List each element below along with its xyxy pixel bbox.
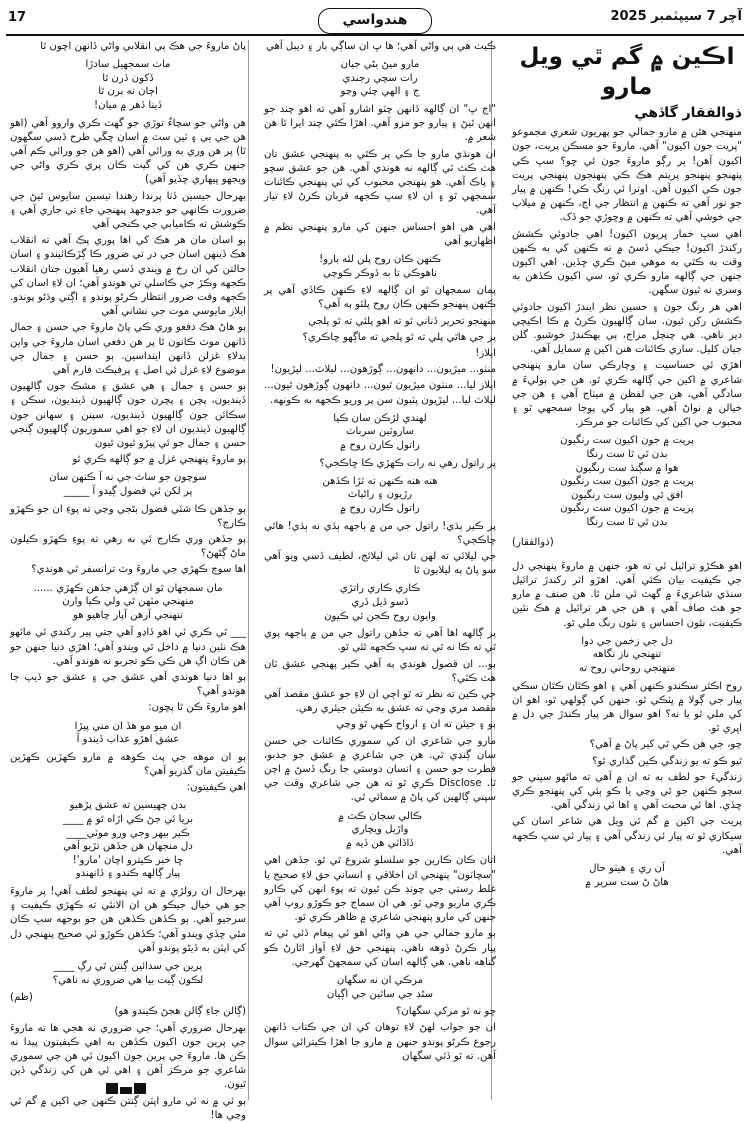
end-mark-block [106,1083,118,1094]
paragraph: منٺو... ميڙيون... دانهون... ڳوڙهون... ليلاٽ... ليڙيون! [270,364,496,376]
verse-line: اڄان نه ٻرن ٿا [98,86,158,98]
paragraph: پمان سمجهان ٿو ان ڳالهه لاءِ ڪنهن ڪاڏي آهي پر ڪنهن پنهنجو ڪنهن ڪان روح پلئو ٻه آهي؟ [264,285,496,311]
paragraph: ٻو جڏهن ڪا شئي فضول بڻجي وڃي ته پوءِ ان جو ڪهڙو ڪارج؟ [10,503,246,529]
verse-line: راتول ڪارن روح ۾ [340,503,420,514]
verse-line: مرڪي ان نه سگهان [336,975,424,987]
paragraph: ان جو جواب لهڻ لاءِ توهان کي ان جي ڪتاب ڏانهن رجوع ڪرڻو پوندو جنهن ۾ مارو جا اهڙا ڪيترائي سوال آهن. ته ٿو ڏئي سگهان [264,1022,496,1062]
verse-line: وايون روح ڪجن ئي ڪيون [324,610,436,622]
paragraph: اها سوچ ڪهڙي جي ماروءَ وٽ ترانسفر ٿي هوندي؟ [31,564,246,576]
issue-date: آچر 7 سيپٽمبر 2025 [610,9,742,24]
column-divider [248,40,249,1100]
paragraph: پر ڪير ٻڌي! راتول جي من ۾ ٻاجهه ٻڌي نه ٻڌي! هاٿي چاڪجي؟ [264,520,496,546]
poem-signoff: (ظم) [10,992,33,1004]
masthead-logo: هندواسي [318,8,432,34]
paragraph: پر ڳالهه اها آهي ته جڏهن راتول جي من ۾ ٻاجهه پوي ٿي ته ڪا نه ٿي ته سڀ ڪجهه ٿئي ٿو. [264,628,496,654]
verse-line: هاڻ ڻ ست سرير ۾ [585,876,669,888]
verse-line: ج ۽ الهي چئي وڃو [340,86,420,98]
end-mark-block [120,1087,132,1094]
paragraph: ٻو ئي ۾ نه ئي مارو اپٽن ڳنتن ڪنهن جي اکين ۾ گم ٿي وڃي ها! [10,1095,246,1121]
paragraph: پر راتول رهي نه رات ڪهڙي ڪا ڇاڪجي؟ [319,457,496,469]
paragraph: منهنجي هٿن ۾ مارو جمالي جو پهريون شعري مجموعو "پريت جون اکيون" آهي. ماروءَ جو مسڪن پريت، جون اکيون آهن! ٻر رڳو ماروءَ جون ئي ڇو؟ سڀ ڪي پنهنجو پنهنجو پريتم هڪ ڪي پنهنجون پنهنجي پريت جون ڪي اکيون آهن. اوترا ئي رنگ ڪي! ڪنهن ۾ پيار جو نور آهي ته ڪنهن ۾ انتظار جي اڃ، ڪنهن ۾ ميلاپ جي خوشي آهي ته ڪنهن ۾ وڇوڙي جو ڏک. [512,127,742,224]
paragraph: ٿيو ڪو ته يو زندگي ڪين گذاري ٿو؟ [592,755,742,767]
verse-line: ڇا خبر ڪيترو اچان 'مارو'! [72,854,184,866]
poem-verse [10,471,246,498]
verse-line: مارو ميڻ بڻي جيان [340,59,420,71]
poem-verse [10,58,246,112]
poem-verse [10,960,246,987]
paragraph: روح اڪثر سڪندو ڪنهن آهي ۽ اهو ڪٿان ڪٿان سڪي پيار جي ڳولا ۾ ڀٽڪي ٿو. جنهن کي ڳولهي ٿو، اهو ان کي ملي ٿو يا نه؟ اهو سوال هر پيار ڪندڙ جي دل ۾ اڀري ٿو. [512,680,742,735]
verse-line: آن ري ۽ هيٺو حال [589,863,665,875]
paragraph: مارو جي شاعري ان کي سموري ڪائنات جي حسن سان ڳنڍي ٿي. هن جي شاعري ۾ عشق جو جذبو، فطرت جو حسن ۽ انسان دوستي جا رنگ ڏسڻ ۾ اچن ٿا. Disclose ڪري ٿو ته هن جي شاعري وقت جي سڀني ڳالهين کي پاڻ ۾ سمائي ٿي. [264,735,496,804]
page-header [0,0,750,34]
article-column-left [10,40,246,1121]
paragraph: جي ليلائي ته لهن تان ئي ليلائج، لطيف ڏسي ويو آهي سو پاڻ ٻه ليلايون ٿا [264,551,496,577]
paragraph: ٻو اها دنيا هوندي آهي عشق جي ۽ عشق جو ڏيپ ڄا هوندو آهي؟ [10,672,246,698]
paragraph: بهرحال جيسين ڏٺا پرندا رهندا تيسين سايوس ٿيڻ جي ضرورت ڪانهي جو جدوجهد پنهنجي جاءِ تي جاري آهي ۽ ڪوشش ته ڪاميابي جي ڪنجي آهي [10,190,246,230]
verse-line: سڻڊ جي ساٿين جي اڳيان [326,988,434,1000]
paragraph: پريت جي اکين ۾ گم ٿي ويل هي شاعر اسان کي سيکاري ٿو ته پيار ئي زندگي آهي ۽ پيار ئي سڀ ڪجهه آهي. [512,816,742,856]
paragraph: اهو ماروءَ ڪن ٿا پڇون: [148,702,246,714]
poem-verse [10,582,246,623]
paragraph: ڪيٺ هي ٻي واڻي آهي؛ ها ڀ ان ساڳي بار ۽ ديبل آهي [265,41,496,52]
verse-line: بدن ٿي ٿا ست رنگا [586,449,668,461]
verse-line: هنه هنه ڪنهن ته ٽڙا ڪڏهن [322,475,438,487]
poem-verse [264,974,496,1001]
verse-line: دل منجهان هن جڏهن تڙيو آهي [63,841,193,853]
verse-line: رڙيون ۽ راڻياٽ [347,489,413,501]
article-column-middle [264,40,496,1100]
end-mark-icon [104,1083,146,1097]
verse-line: عشق اهڙو عذاب ڏيندو آ [76,734,180,746]
verse-line: پرين جي سدائين ڳنتن ٿي رڳ ____ [53,961,203,973]
paragraph: جي ڪين ته نظر ته ٿو اڄي ان لاءِ جو عشق مقصد آهي مقصد مري وڃي ته عشق به ڪيئن جيئري رهي. [264,689,496,715]
paragraph: اهي ڪيفيتون: [186,782,246,794]
paragraph: ___ ٿي ڪري ئي اهو ڏاڍو آهي جتي پير رکندي ئي مائهو هڪ نئين دنيا ۾ داخل ٿي ويندو آهي؛ اهڙي دنيا جنهن جو هن ڪان اڳ هن ڪي ڪو تجربو نه هوندو آهي. [10,627,246,667]
verse-line: ڏسو ڏيل ڏري [351,597,409,608]
paragraph: ايلاز! [475,348,496,360]
paragraph: ٻو اسان مان هر هڪ کي اها پوري پڪ آهي ته انقلاب هڪ ڏينهن اسان جي در تي ضرور ڪا ڳڙڪائيندو ۽ اسان حالتن کي ان رخ ۾ ويندي ڏسي رهيا آهيون جتان انقلاب ڪجهه وڪڙ جي ڪاسلي تي هوندو آهي؛ ان لاءِ اسان کي ڪجهه وقت ضرور انتظار ڪرڻو پوندو ۽ اڳتي وڌڻو پوندو. ايلاز مايوسي موت جي نشاني آهي [10,235,246,318]
verse-line: تنهنجي آرهن آپار چاهيو هو [72,609,183,621]
verse-line: منهنجي روحاني روح ته [578,663,676,675]
verse-line: ڪير بيهر وجي ورو موٽي____ [66,827,190,839]
verse-line: تنهنجي ناز نگاهه [592,649,662,661]
poem-verse [264,582,496,623]
verse-line: افق ٿي وليون ست رنگيون [570,489,684,501]
verse-line: مان سمجهان ٿو ان ڳڙهي جڏهن ڪهڙي ...... [33,582,223,594]
verse-line: پريت ۾ جون اکيون ست رنگيون [560,435,694,447]
poem-verse [264,412,496,453]
verse-line: رات سچي رڄندي [342,72,418,84]
paragraph: ٻو ماروءَ پنهنجي غزل ۾ جو ڳالهه ڪري ٿو [72,454,246,466]
poem-verse [512,635,742,676]
verse-line: ان ميو مو هڏ ان مني پيڙا [74,720,182,732]
paragraph: ايلاز ليا... منٺون ميڙيون ٿيون... دانهون ڳوڙهون ٿيون... ليلاٽ ليا... ليڙيون پٽيون سن پر وريو ڪجهه به ڪونهه. [264,380,496,406]
poem-verse [512,862,742,889]
verse-line: سوچون جو ساٿ جي نه آ ڪنهن سان [49,472,207,484]
paragraph: هن واڻي جو سچاءُ توڙي جو گهٽ ڪري واروو آهي (اهو هن جي ٻي ۽ ٽين سٽ ۾ اسان ڇڱي طرح ڏسي سگهون ٿا) پر هن وري ٻه ورائي آهي (اهو هن جو ورائي ڪم آهي جنهن ڪري هن کي گيت ڪان پري ڪري واڻي جي ويجهو ڀيهاري ڇڏيو آهي) [10,117,246,186]
article-author: ذوالفقار گاڏهي [634,105,742,121]
paragraph: اهو هڪڙو ترائيل ئي ته هو، جنهن ۾ ماروءَ پنهنجي دل جي ڪيفيت بيان ڪئي آهي. اهڙو اثر رکندڙ ترائيل سنڌي شاعريءَ ۾ گهٽ ئي ملن ٿا. هن صنف ۾ مارو جو هٿ صاف آهي ۽ هن جي هر ترائيل ۾ هڪ نئين ڪيفيت، نئون احساس ۽ نئون رنگ ملي ٿو. [512,560,742,629]
paragraph: پر جي هاٿي پلي ته ٿو پلجي ته ماڳهو ڇاڪري؟ [302,331,496,343]
paragraph: چو، جي هن ڪي ٿي کير پاڻ ۾ آهي؟ [589,739,742,751]
verse-line: ماٺ سمجهيل سادڙا [85,59,171,71]
verse-line: پيار ڳالهه ڪندو ۽ ڏانهندو [75,868,181,880]
paragraph: زندگيءَ جو لطف به ته ان ۾ آهي ته ماڻهو سڀني جو سچو ڪنهن جو ٿي وڃي يا ڪو ٻئي کي پنهنجو ڪري ڇڏي. اها ئي محبت آهي ۽ اها ئي زندگي آهي. [512,771,742,812]
verse-line: بريا ئي جڻ ڪي اڙاه ٿو ۾ ____ [62,814,194,826]
paragraph: بهرحال ان رولڙي ۾ ته ئي پنهنجو لطف آهي! پر ماروءَ جو هي خيال جيڪو هن ان الانئي ته ڪهڙي ڪيفيت ۽ سرجيو آهي. ٻو ڪڏهن ڪڏهن هن جو بوجهه سڀ ڪان مٿي ڇڏي ويندو آهي؛ ڪڏهن ڪوڙو ئي صحيح پنهنجي دل کي اپٽن به ڏيڻو پوندو آهي [10,886,246,954]
poem-verse [10,720,246,747]
paragraph: ٻو مارو جمالي جي هي واڻي اهو ئي پيغام ڏئي ٿي ته پيار ڪرڻ ڏوهه ناهي. پنهنجي حق لاءِ آواز اٿارڻ ڪو گناهه ناهي. هي ڳالهه اسان کي سمجهڻ گهرجي. [264,928,496,968]
verse-line: هوا ۾ سڳنڌ ست رنگيون [575,462,679,474]
verse-line: ڪاري ڪاري راتڙي [339,583,421,595]
paragraph: اتان ڪان ڪارين جو سلسلو شروع ٿي ٿو. جڏهن اهي "سچاٽون" پنهنجي ان اخلاقي ۽ انساني حق لاءِ صحيح يا غلط رستي جي چونڊ ڪن ٿيون ته پوءِ انهن کي ڪارو ڪري ماريو وڃي ٿو. هي ان سماج جو ڪوڙو روپ آهي جنهن کي مارو پنهنجي شاعري ۾ ظاهر ڪري ٿو. [264,855,496,924]
paragraph: ٻو حسن ۽ جمال ۽ هي عشق ۽ مشڪ جون ڳالهيون ڏينديون، پچن ۽ پچرن جون ڳالهيون ڏينديون، سڪن ۽ سڪائن جون ڳالهيون ڏينديون، سپنن ۽ سهانن جون ڳالهيون ڏينديون ان لاءِ جو اهي سموريون ڳالهيون ڳنجي حسن ۽ جمال جو ئي پيڙو ٿيون ٿيون [10,381,246,450]
paragraph: چو نه ٿو مرکي سگهان؟ [395,1006,496,1018]
paragraph: اهڙي ئي حساسيت ۽ وچارڪي سان مارو پنهنجي شاعري ۾ اکين جي ڳالهه ڪري ٿو. هن جي ٻوليءَ ۾ سادگي آهي، هن جي لفظن ۾ ميٺاج آهي ۽ هن جي خيالن ۾ نواڻ آهي. هو پيار کي پوڄا سمجهي ٿو ۽ محبوب جي اکين کي ڪائنات جو مرڪز. [512,360,742,429]
header-rule [6,34,744,36]
paragraph: ٻو هاڻ هڪ دفعو وري ڪي پاڻ ماروءَ جي حسن ۽ جمال ڏانهن موٽ ڪانون ٿا پر هن دفعي اسان ماروءَ جي واين بدلاءِ غزلن ڏانهن اينداسين. ٻو حسن ۽ جمال جي موضوع لاءِ غزل ئي اصل ۽ پرفيڪٽ فارم آهي [10,322,246,377]
verse-line: پريت ۾ جون اکيون ست رنگيون [560,476,694,488]
poem-verse [264,58,496,99]
paragraph: ٻو... ان قصول هوندي ٻه آهي ڪير پهنجي عشق ٽان هٽ ڪٽي؟ [264,658,496,684]
verse-line: ڪالي سڄان ڪٽ ۾ [338,810,422,822]
poem-verse [10,799,246,881]
paragraph: اهي هر رنگ جون ۽ حسين نظر ايندڙ اکيون جادوئي ڪشش رکن ٿيون. سان ڳالهيون ڪرڻ ۾ ڪا اڪيچي دير ناهي. هي چنچل مزاج، ٻي ٻهڪندڙ خوشبو. گلن جيان کليل. ساري ڪائنات هنن اکين ۾ سمايل آهي. [512,301,742,356]
verse-line: لڪون ڳيت بيا هي ضروري نه ناهي؟ [52,974,204,986]
poem-signoff: (ذوالفقار) [512,536,554,548]
poem-verse [512,434,742,529]
verse-line: منهنجي مٽهن ٿي ولي ڪيا وارن [62,596,194,608]
verse-line: راتول ڪارن روح ۾ [340,440,420,452]
verse-line: پر لکن ئي فضول ڳيدو آ _____ [63,486,193,498]
verse-line: دل جي زخمن جي دوا [581,635,673,647]
paragraph: ٻو جڏهن وري ڪارج ئي نه رهي ته پوءِ ڪهڙو ڪيلون ماڻ ڳڻهڻ؟ [10,534,246,560]
page-number: 17 [8,10,27,25]
end-mark-block [134,1083,146,1094]
paragraph: پاڻ ماروءَ جي هڪ ٻي انقلابي واڻي ڏانهن اچون ٿا [40,41,246,52]
article-title: اڪين ۾ گم ٿي ويل مارو [519,44,735,100]
verse-line: بدن ٿي ٿا ست رنگا [586,517,668,529]
verse-line: ڪنهن ڪان روح پلن لئه بارو! [319,254,441,266]
poem-verse [264,253,496,280]
verse-line: ڏکون ڏرن ٿا [102,72,154,84]
paragraph: "اڄ ڀ" ان ڳالهه ڏانهن چٽو اشارو آهي ته اهو چند جو انهن ٿيڻ ۽ پيارو جو مزو آهي. اهڙا ڪئي چند ايرا ٿا هن شعر ۾. [264,103,496,144]
paragraph: (ڳالن جاءِ ڳالن هجڻ ڪيندو هو) [114,1006,246,1018]
verse-line: واڙيل ويچاري [351,824,409,836]
paragraph: اهي سڀ خمار ڀريون اکيون! اهي جادوئي ڪشش رکندڙ اکيون! جيڪي ڏسڻ ۾ ته ڪنهن کي به ڪنهن وقت به ڪٿي به موهي ميڻ ڪري ڇڏين. اهي اکيون جنهن جي ڳالهه مارو ڪري ٿو، سي اکيون ڪڏهن به وسري نه ٿيون سگهن. [512,228,742,297]
verse-line: لهندي لڙڪن سان ڪيا [333,412,427,424]
poem-verse [264,475,496,516]
paragraph: بهرحال ضروري آهي؛ جي ضروري نه هجي ها ته ماروءَ جي پرين جون اکيون ڪڏهن به اهي ڪيفيتون پيدا نه ڪن ها. ماروءَ جي پرين جون اکيون ئي هن جي سموري شاعري جو مرڪز آهن ۽ اهي ئي هن کي زندگي ڏين ٿيون. [10,1022,246,1091]
verse-line: ساروٽين سرباٽ [345,426,415,438]
paragraph: ان هونڌي مارو جا ڪي پر ڪٿي به پنهنجي عشق تان هٽ ڪٿ ٿي ڳالهه نه هوندي آهي. هن جو عشق سچو ۽ پاڪ آهي. هو پنهنجي محبوب کي ئي پنهنجي ڪائنات سمجهي ٿو ۽ ان لاءِ سڀ ڪجهه قربان ڪرڻ لاءِ تيار آهي. [264,148,496,217]
verse-line: بدن چهيسين ته عشق پڙهيو [69,800,187,812]
poem-verse [264,810,496,851]
verse-line: ڏينا ڏهر ۾ ميان! [94,99,162,111]
paragraph: ٻو ۽ جيئن ته ان ۽ ارواح ڪهي ٿو وڃي [336,719,496,731]
verse-line: ڏاڏاٽي هن ڏيه ۾ [346,837,414,849]
verse-line: ناهوڪي تا به ڏوڪر ڪوچي [323,267,437,279]
verse-line: پريت ۾ جون اکيون ست رنگيون [560,503,694,515]
paragraph: ٻو ان موهه جي پٺ ڪوهه ۾ مارو ڪهڙين ڪهڙين ڪيفيتن مان گذريو آهي؟ [10,751,246,778]
paragraph: منهنجو تحرير ڏناني ٿو ته اهو پلئي ته ٿو پلجي [308,315,496,327]
paragraph: اهي هي اهو احساس جنهن کي مارو پنهنجي نظم ۾ اظهاريو آهي [264,221,496,247]
article-column-right [512,40,742,1100]
